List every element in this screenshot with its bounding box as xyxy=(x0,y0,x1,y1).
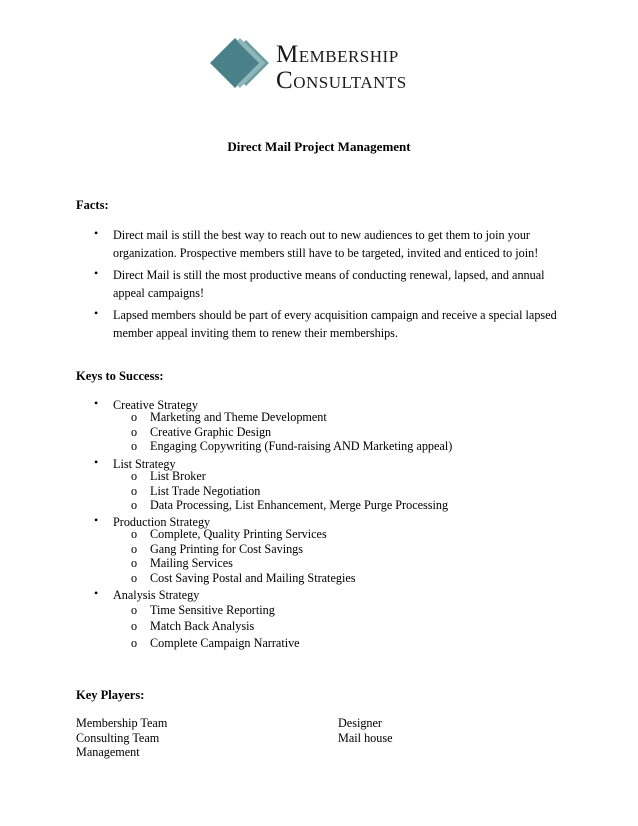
player-left: Consulting Team xyxy=(76,731,160,745)
bullet-icon: • xyxy=(94,306,99,320)
page-title: Direct Mail Project Management xyxy=(227,139,411,154)
circle-bullet-icon: o xyxy=(131,619,138,633)
bullet-icon: • xyxy=(94,226,99,240)
player-right: Designer xyxy=(338,716,382,730)
sub-item-text: Time Sensitive Reporting xyxy=(150,603,275,617)
strategy-label: Creative Strategy xyxy=(113,398,198,412)
strategy-label: Analysis Strategy xyxy=(113,588,200,602)
logo-wordmark xyxy=(276,42,407,92)
bullet-icon: • xyxy=(94,396,99,410)
circle-bullet-icon: o xyxy=(131,527,138,541)
fact-text: Lapsed members should be part of every acquisition campaign and receive a special lapsed member appeal inviting them to renew their memberships. xyxy=(113,308,557,340)
fact-text: Direct Mail is still the most productive means of conducting renewal, lapsed, and annual appeal campaigns! xyxy=(113,268,545,300)
fact-text: Direct mail is still the best way to reach out to new audiences to get them to join your organization. Prospective members still have to be targeted, invited and enticed to join! xyxy=(113,228,539,260)
circle-bullet-icon: o xyxy=(131,542,138,556)
circle-bullet-icon: o xyxy=(131,410,138,424)
diamond-logo-icon xyxy=(208,36,278,106)
circle-bullet-icon: o xyxy=(131,498,138,512)
bullet-icon: • xyxy=(94,266,99,280)
sub-item-text: Engaging Copywriting (Fund-raising AND Marketing appeal) xyxy=(150,439,453,453)
company-logo xyxy=(208,36,438,102)
keys-heading: Keys to Success: xyxy=(76,369,164,383)
sub-item-text: List Trade Negotiation xyxy=(150,484,261,498)
sub-item-text: Gang Printing for Cost Savings xyxy=(150,542,304,556)
sub-item-text: Cost Saving Postal and Mailing Strategies xyxy=(150,571,356,585)
player-right: Mail house xyxy=(338,731,393,745)
circle-bullet-icon: o xyxy=(131,484,138,498)
sub-item-text: Marketing and Theme Development xyxy=(150,410,327,424)
players-heading: Key Players: xyxy=(76,688,145,702)
sub-item-text: List Broker xyxy=(150,469,206,483)
player-left: Membership Team xyxy=(76,716,168,730)
sub-item-text: Match Back Analysis xyxy=(150,619,255,633)
sub-item-text: Mailing Services xyxy=(150,556,233,570)
logo-word1-rest: EMBERSHIP xyxy=(298,47,399,66)
logo-word1-initial: M xyxy=(276,41,299,68)
logo-word2-rest: ONSULTANTS xyxy=(293,73,407,92)
sub-item-text: Complete, Quality Printing Services xyxy=(150,527,327,541)
strategy-label: List Strategy xyxy=(113,457,176,471)
bullet-icon: • xyxy=(94,455,99,469)
facts-heading: Facts: xyxy=(76,198,109,212)
circle-bullet-icon: o xyxy=(131,425,138,439)
bullet-icon: • xyxy=(94,513,99,527)
strategy-label: Production Strategy xyxy=(113,515,211,529)
circle-bullet-icon: o xyxy=(131,636,138,650)
sub-item-text: Data Processing, List Enhancement, Merge Purge Processing xyxy=(150,498,449,512)
circle-bullet-icon: o xyxy=(131,603,138,617)
circle-bullet-icon: o xyxy=(131,556,138,570)
circle-bullet-icon: o xyxy=(131,571,138,585)
circle-bullet-icon: o xyxy=(131,469,138,483)
logo-word2-initial: C xyxy=(276,67,294,94)
bullet-icon: • xyxy=(94,586,99,600)
player-left: Management xyxy=(76,745,140,759)
sub-item-text: Complete Campaign Narrative xyxy=(150,636,300,650)
circle-bullet-icon: o xyxy=(131,439,138,453)
sub-item-text: Creative Graphic Design xyxy=(150,425,272,439)
